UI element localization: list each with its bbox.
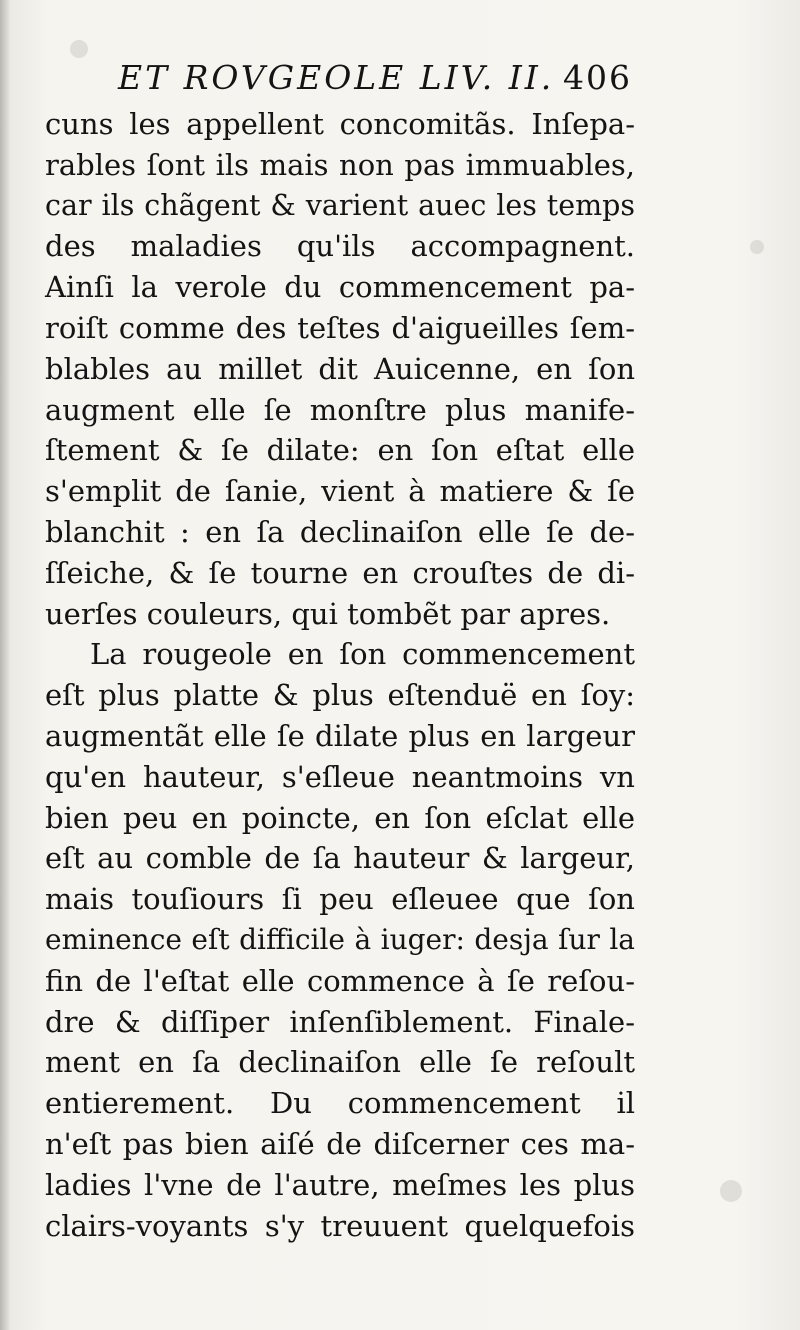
page-number: 406 (563, 58, 632, 97)
text-line: qu'en hauteur, s'eſleue neantmoins vn (45, 759, 635, 794)
paragraph-1 (45, 104, 635, 634)
text-line: ſtement & ſe dilate: en ſon eſtat elle (45, 433, 635, 468)
paper-stain (750, 240, 764, 254)
text-line: Ainſi la verole du commencement pa- (45, 270, 635, 305)
running-header (118, 58, 658, 102)
text-line: blanchit : en ſa declinaiſon elle ſe de- (45, 514, 635, 549)
paper-stain (720, 1180, 742, 1202)
page-edge-shadow (0, 0, 10, 1330)
text-line: s'emplit de ſanie, vient à matiere & ſe (45, 474, 635, 509)
paper-stain (70, 40, 88, 58)
text-line: ment en ſa declinaiſon elle ſe reſoult (45, 1045, 635, 1080)
text-line: mais touſiours ſi peu eſleuee que ſon (45, 882, 635, 917)
text-line: eſt au comble de ſa hauteur & largeur, (45, 841, 635, 876)
text-line: entierement. Du commencement il (45, 1086, 635, 1121)
text-line: cuns les appellent concomitãs. Inſepa- (45, 107, 635, 141)
text-line: augmentãt elle ſe dilate plus en largeur (45, 718, 635, 753)
text-line: eſt plus platte & plus eſtenduë en ſoy: (45, 678, 635, 713)
text-line: clairs-voyants s'y treuuent quelquefois (45, 1208, 635, 1243)
running-head-title: ET ROVGEOLE LIV. II. (118, 58, 555, 97)
text-line: bien peu en poincte, en ſon eſclat elle (45, 800, 635, 835)
text-line: ſſeiche, & ſe tourne en crouſtes de di- (45, 555, 635, 590)
text-line: dre & diſſiper inſenſiblement. Finale- (45, 1004, 635, 1039)
paragraph-2 (45, 634, 635, 1246)
text-line: n'eſt pas bien aiſé de diſcerner ces ma- (45, 1126, 635, 1161)
text-line: rables ſont ils mais non pas immuables, (45, 147, 635, 182)
text-line: eminence eſt difficile à iuger: desja ſur la (45, 922, 635, 956)
text-line: fin de l'eſtat elle commence à ſe reſou- (45, 963, 635, 998)
text-line: augment elle ſe monſtre plus manife- (45, 392, 635, 427)
text-line: ladies l'vne de l'autre, meſmes les plus (45, 1167, 635, 1202)
text-line: La rougeole en ſon commencement (90, 637, 635, 672)
text-line: blables au millet dit Auicenne, en ſon (45, 351, 635, 386)
text-line: uerſes couleurs, qui tombẽt par apres. (45, 596, 611, 631)
text-line: roiſt comme des teſtes d'aigueilles ſem- (45, 310, 635, 345)
text-line: car ils chãgent & varient auec les temps (45, 188, 635, 222)
text-line: des maladies qu'ils accompagnent. (45, 229, 635, 264)
body-text (45, 104, 635, 1246)
